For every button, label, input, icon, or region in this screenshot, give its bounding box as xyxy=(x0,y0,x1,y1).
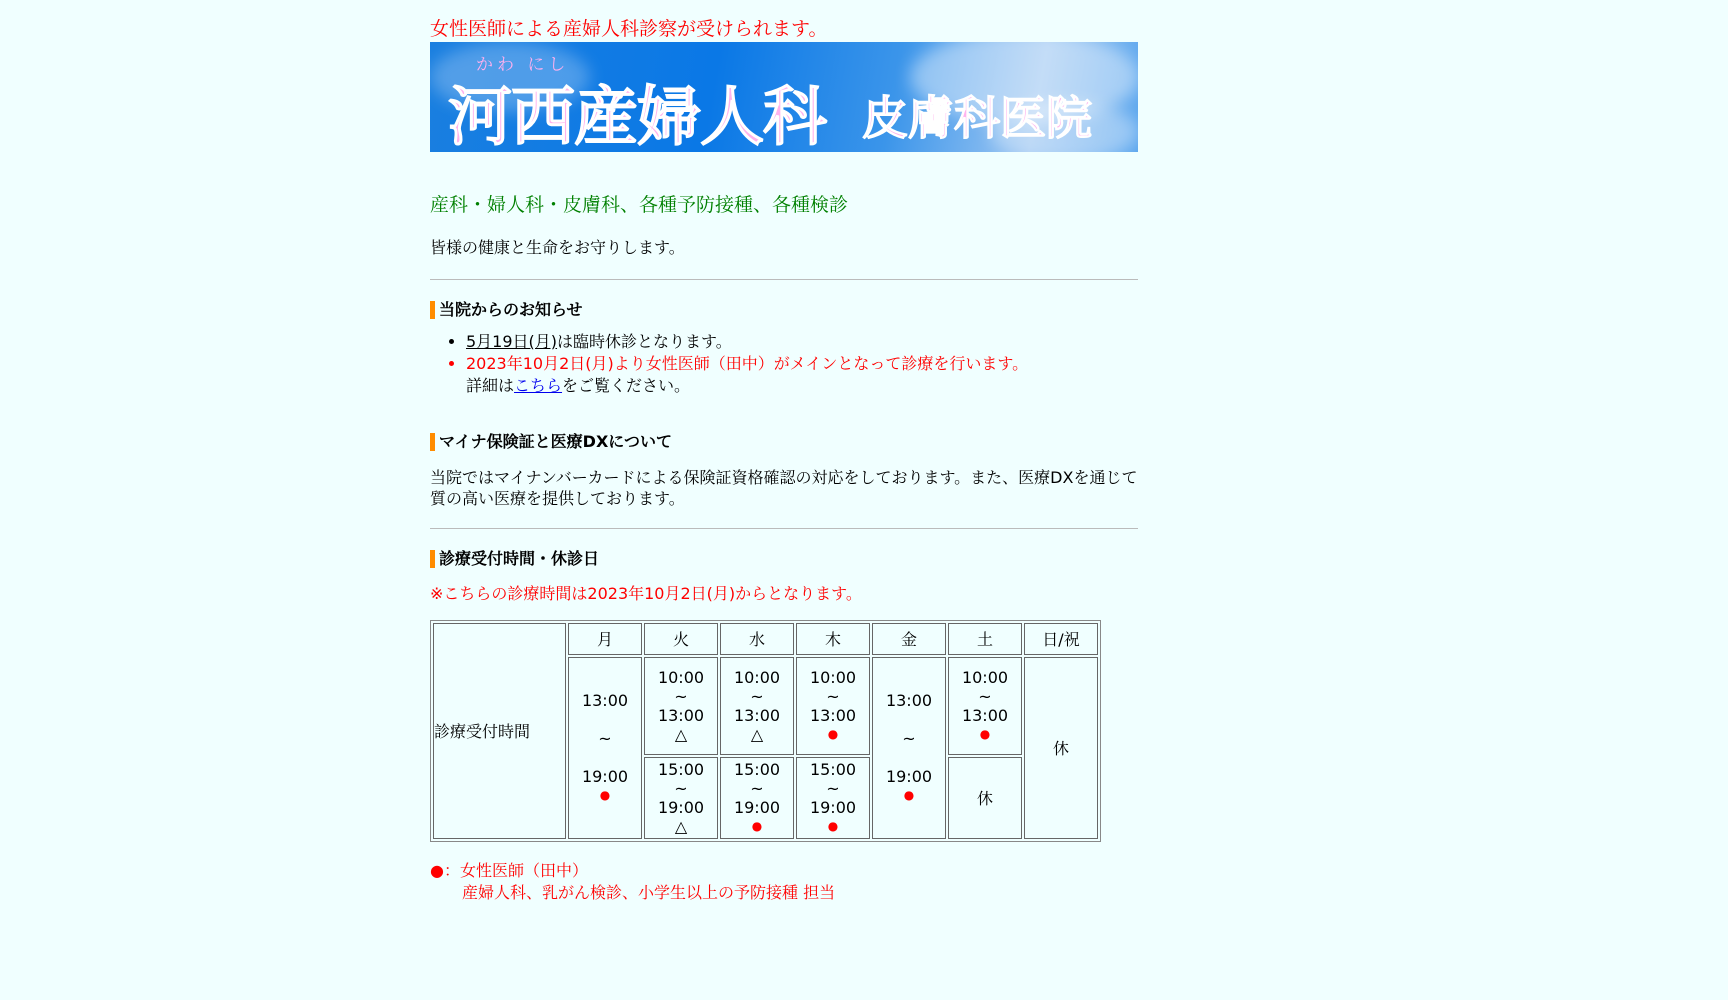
legend-line1: ●：女性医師（田中） xyxy=(430,861,588,880)
time-from: 15:00 xyxy=(657,760,705,779)
time-to: 13:00 xyxy=(733,706,781,725)
time-mark: ● xyxy=(751,819,763,833)
time-to: 13:00 xyxy=(961,706,1009,725)
hours-cell-tue-am xyxy=(644,657,718,755)
clinic-banner xyxy=(430,42,1138,152)
time-to: 13:00 xyxy=(809,706,857,725)
row-label: 診療受付時間 xyxy=(433,623,566,839)
time-from: 13:00 xyxy=(581,691,629,710)
hours-table xyxy=(430,620,1101,842)
time-mark: △ xyxy=(674,725,688,744)
time-mark: ● xyxy=(903,788,915,802)
time-from: 10:00 xyxy=(657,668,705,687)
banner-clinic-dept: 皮膚科医院 xyxy=(862,91,1092,145)
legend-line2: 産婦人科、乳がん検診、小学生以上の予防接種 担当 xyxy=(462,883,836,902)
time-tilde: ~ xyxy=(826,779,840,798)
news-item xyxy=(466,331,1138,353)
time-tilde: ~ xyxy=(598,729,612,748)
mynumber-heading: マイナ保険証と医療DXについて xyxy=(430,433,1138,451)
hours-cell-mon xyxy=(568,657,642,839)
hours-cell-sat-closed: 休 xyxy=(948,757,1022,839)
banner-ruby: かわ にし xyxy=(476,55,570,75)
divider xyxy=(430,279,1138,280)
catch-copy: 女性医師による産婦人科診察が受けられます。 xyxy=(430,18,828,40)
day-header: 金 xyxy=(872,623,946,655)
news-text: 2023年10月2日(月)より女性医師（田中）がメインとなって診療を行います。 xyxy=(466,354,1029,373)
time-mark: ● xyxy=(979,727,991,741)
day-header: 木 xyxy=(796,623,870,655)
time-tilde: ~ xyxy=(750,779,764,798)
news-item xyxy=(466,353,1138,397)
hours-heading: 診療受付時間・休診日 xyxy=(430,550,1138,568)
news-heading: 当院からのお知らせ xyxy=(430,301,1138,319)
time-mark: △ xyxy=(750,725,764,744)
hours-cell-sun-closed: 休 xyxy=(1024,657,1098,839)
time-tilde: ~ xyxy=(750,687,764,706)
hours-cell-sat-am xyxy=(948,657,1022,755)
day-header: 月 xyxy=(568,623,642,655)
detail-post: をご覧ください。 xyxy=(562,376,691,395)
news-list xyxy=(430,331,1138,397)
time-from: 15:00 xyxy=(733,760,781,779)
time-from: 10:00 xyxy=(733,668,781,687)
day-header: 日/祝 xyxy=(1024,623,1098,655)
time-to: 19:00 xyxy=(885,767,933,786)
details-link[interactable]: こちら xyxy=(514,376,563,395)
day-header: 水 xyxy=(720,623,794,655)
page-content xyxy=(430,0,1138,903)
intro-text: 皆様の健康と生命をお守りします。 xyxy=(430,238,685,257)
hours-cell-fri xyxy=(872,657,946,839)
time-to: 19:00 xyxy=(657,798,705,817)
time-from: 10:00 xyxy=(961,668,1009,687)
time-tilde: ~ xyxy=(902,729,916,748)
time-tilde: ~ xyxy=(826,687,840,706)
time-mark: ● xyxy=(827,727,839,741)
hours-cell-tue-pm xyxy=(644,757,718,839)
detail-pre: 詳細は xyxy=(466,376,515,395)
time-to: 19:00 xyxy=(733,798,781,817)
hours-note: ※こちらの診療時間は2023年10月2日(月)からとなります。 xyxy=(430,584,862,603)
banner-clinic-name: 河西産婦人科 xyxy=(448,81,826,152)
time-to: 13:00 xyxy=(657,706,705,725)
day-header: 火 xyxy=(644,623,718,655)
time-from: 10:00 xyxy=(809,668,857,687)
time-tilde: ~ xyxy=(674,687,688,706)
closure-date-link[interactable]: 5月19日(月) xyxy=(466,332,558,351)
day-header: 土 xyxy=(948,623,1022,655)
mynumber-body: 当院ではマイナンバーカードによる保険証資格確認の対応をしております。また、医療DXを通じて質の高い医療を提供しております。 xyxy=(430,468,1138,508)
time-from: 15:00 xyxy=(809,760,857,779)
time-to: 19:00 xyxy=(581,767,629,786)
hours-cell-wed-am xyxy=(720,657,794,755)
services-subtitle: 産科・婦人科・皮膚科、各種予防接種、各種検診 xyxy=(430,194,849,216)
time-tilde: ~ xyxy=(978,687,992,706)
time-from: 13:00 xyxy=(885,691,933,710)
news-text: は臨時休診となります。 xyxy=(557,332,732,351)
hours-cell-wed-pm xyxy=(720,757,794,839)
time-mark: △ xyxy=(674,817,688,836)
hours-cell-thu-pm xyxy=(796,757,870,839)
time-mark: ● xyxy=(599,788,611,802)
time-mark: ● xyxy=(827,819,839,833)
hours-cell-thu-am xyxy=(796,657,870,755)
time-to: 19:00 xyxy=(809,798,857,817)
time-tilde: ~ xyxy=(674,779,688,798)
divider xyxy=(430,528,1138,529)
